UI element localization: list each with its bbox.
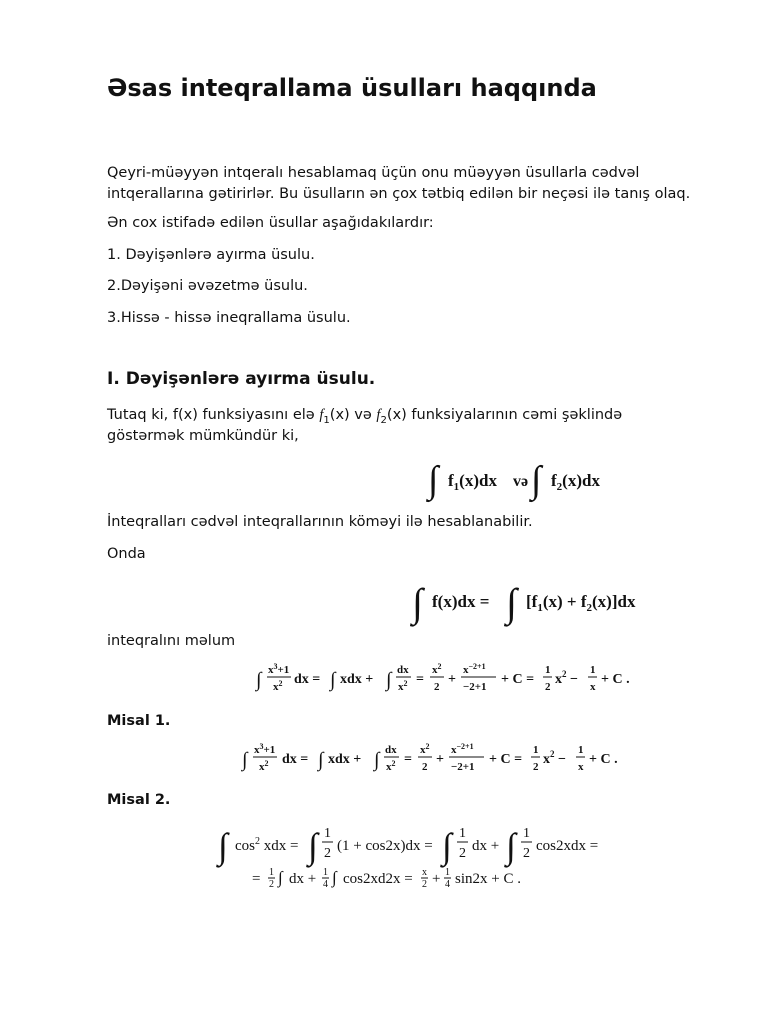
svg-text:1: 1 [324, 826, 331, 841]
section-paragraph-1-cont: göstərmək mümkündür ki, [107, 428, 299, 444]
svg-text:∫: ∫ [506, 580, 517, 625]
svg-text:və: və [513, 473, 529, 490]
svg-text:sin2x + C .: sin2x + C . [455, 871, 521, 887]
svg-text:∫: ∫ [332, 868, 337, 887]
example-2-label: Misal 2. [107, 792, 171, 808]
svg-text:∫: ∫ [386, 669, 392, 691]
svg-text:cos2xdx =: cos2xdx = [536, 838, 599, 854]
svg-text:f2(x)dx: $f_2(x)dx$ [551, 471, 600, 493]
method-item-1: 1. Dəyişənlərə ayırma üsulu. [107, 247, 315, 263]
svg-text:+ C .: + C . [601, 672, 630, 687]
svg-text:dx: dx [397, 664, 409, 676]
svg-text:1: 1 [459, 826, 466, 841]
svg-text:dx =: dx = [282, 752, 309, 767]
svg-text:x2: $x^2$ [259, 759, 269, 773]
svg-text:x2 −: $x^2$ − [543, 749, 566, 767]
svg-text:∫: ∫ [278, 868, 283, 887]
svg-text:−2+1: −2+1 [451, 761, 475, 773]
svg-text:x: x [578, 761, 584, 773]
svg-text:xdx +: xdx + [328, 752, 362, 767]
formula-integral-split [412, 578, 652, 626]
svg-text:2: 2 [422, 879, 427, 890]
svg-text:2: 2 [523, 846, 530, 861]
svg-text:2: 2 [422, 761, 428, 773]
svg-text:(1 + cos2x)dx =: (1 + cos2x)dx = [337, 838, 433, 854]
section-paragraph-3: Onda [107, 546, 146, 562]
example-1-label: Misal 1. [107, 713, 171, 729]
svg-text:∫: ∫ [318, 749, 324, 771]
svg-text:1: 1 [590, 664, 596, 676]
svg-text:x2: $x^2$ [420, 742, 430, 756]
svg-text:x2 −: $x^2$ − [555, 669, 578, 687]
svg-text:∫: ∫ [308, 826, 318, 866]
svg-text:2: 2 [459, 846, 466, 861]
svg-text:=: = [416, 672, 424, 687]
svg-text:x−2+1: $x^{-2+1}$ [451, 742, 474, 756]
svg-text:1: 1 [578, 744, 584, 756]
svg-text:∫: ∫ [330, 669, 336, 691]
svg-text:x−2+1: $x^{-2+1}$ [463, 662, 486, 676]
svg-text:4: 4 [323, 879, 328, 890]
svg-text:2: 2 [533, 761, 539, 773]
svg-text:[f1(x) + f2(x)]dx: $[f_1(x) + f_2(x)]dx$ [526, 592, 636, 614]
svg-text:2: 2 [434, 681, 440, 693]
svg-text:+: + [436, 752, 444, 767]
svg-text:∫: ∫ [242, 749, 248, 771]
method-item-3: 3.Hissə - hissə ineqrallama üsulu. [107, 310, 351, 326]
svg-text:x2: $x^2$ [273, 679, 283, 693]
intro-line-2: intqerallarına gətirirlər. Bu üsulların ən çox tətbiq edilən bir neçəsi ilə tanış olaq. [107, 186, 691, 202]
svg-text:∫: ∫ [218, 826, 228, 866]
svg-text:∫: ∫ [531, 459, 542, 501]
svg-text:x: x [590, 681, 596, 693]
svg-text:+ C =: + C = [501, 672, 535, 687]
formula-example-2-line-2 [252, 867, 521, 890]
svg-text:dx +: dx + [472, 838, 500, 854]
svg-text:∫: ∫ [256, 669, 262, 691]
svg-text:cos2xd2x =: cos2xd2x = [343, 871, 413, 887]
svg-text:1: 1 [533, 744, 539, 756]
svg-text:dx: dx [385, 744, 397, 756]
svg-text:∫: ∫ [412, 580, 423, 625]
svg-text:xdx +: xdx + [340, 672, 374, 687]
svg-text:∫: ∫ [442, 826, 452, 866]
svg-text:2: 2 [545, 681, 551, 693]
svg-text:x2: $x^2$ [386, 759, 396, 773]
svg-text:1: 1 [545, 664, 551, 676]
svg-text:dx +: dx + [289, 871, 317, 887]
page-title: Əsas inteqrallama üsulları haqqında [107, 74, 597, 102]
svg-text:+ C =: + C = [489, 752, 523, 767]
formula-example-2 [218, 820, 618, 900]
section-heading: I. Dəyişənlərə ayırma üsulu. [107, 369, 376, 389]
svg-text:x2: $x^2$ [432, 662, 442, 676]
formula-example-a [256, 660, 636, 700]
svg-text:+ C .: + C . [589, 752, 618, 767]
svg-text:∫: ∫ [506, 826, 516, 866]
svg-text:dx =: dx = [294, 672, 321, 687]
formula-integral-pair [428, 456, 618, 502]
svg-text:1: 1 [323, 867, 328, 878]
methods-intro: Ən cox istifadə edilən üsullar aşağıdakılardır: [107, 215, 434, 231]
formula-example-b [242, 740, 622, 780]
svg-text:2: 2 [269, 879, 274, 890]
svg-text:+: + [448, 672, 456, 687]
svg-text:x: x [422, 867, 427, 878]
svg-text:∫: ∫ [374, 749, 380, 771]
section-paragraph-2: İnteqralları cədvəl inteqrallarının köməyi ilə hesablanabilir. [107, 514, 533, 530]
section-paragraph-4: inteqralını məlum [107, 633, 236, 649]
svg-text:x2: $x^2$ [398, 679, 408, 693]
svg-text:1: 1 [523, 826, 530, 841]
svg-text:=: = [252, 871, 261, 887]
svg-text:1: 1 [269, 867, 274, 878]
svg-text:f1(x)dx: $f_1(x)dx$ [448, 471, 497, 493]
svg-text:1: 1 [445, 867, 450, 878]
svg-text:−2+1: −2+1 [463, 681, 487, 693]
svg-text:+: + [432, 871, 441, 887]
svg-text:=: = [404, 752, 412, 767]
svg-text:2: 2 [324, 846, 331, 861]
svg-text:x3+1: $x^3+1$ [254, 742, 276, 756]
svg-text:f(x)dx =: f(x)dx = [432, 592, 490, 611]
svg-text:4: 4 [445, 879, 450, 890]
section-paragraph-1: Tutaq ki, f(x) funksiyasını elə $f_1(x)$ və $f_2(x)$ funksiyalarının cəmi şəklində [107, 407, 623, 426]
svg-text:∫: ∫ [428, 459, 439, 501]
svg-text:x3+1: $x^3+1$ [268, 662, 290, 676]
intro-line-1: Qeyri-müəyyən intqeralı hesablamaq üçün onu müəyyən üsullarla cədvəl [107, 165, 640, 181]
method-item-2: 2.Dəyişəni əvəzetmə üsulu. [107, 278, 308, 294]
svg-text:cos2 xdx =: $\cos^2$ xdx = [235, 836, 299, 854]
